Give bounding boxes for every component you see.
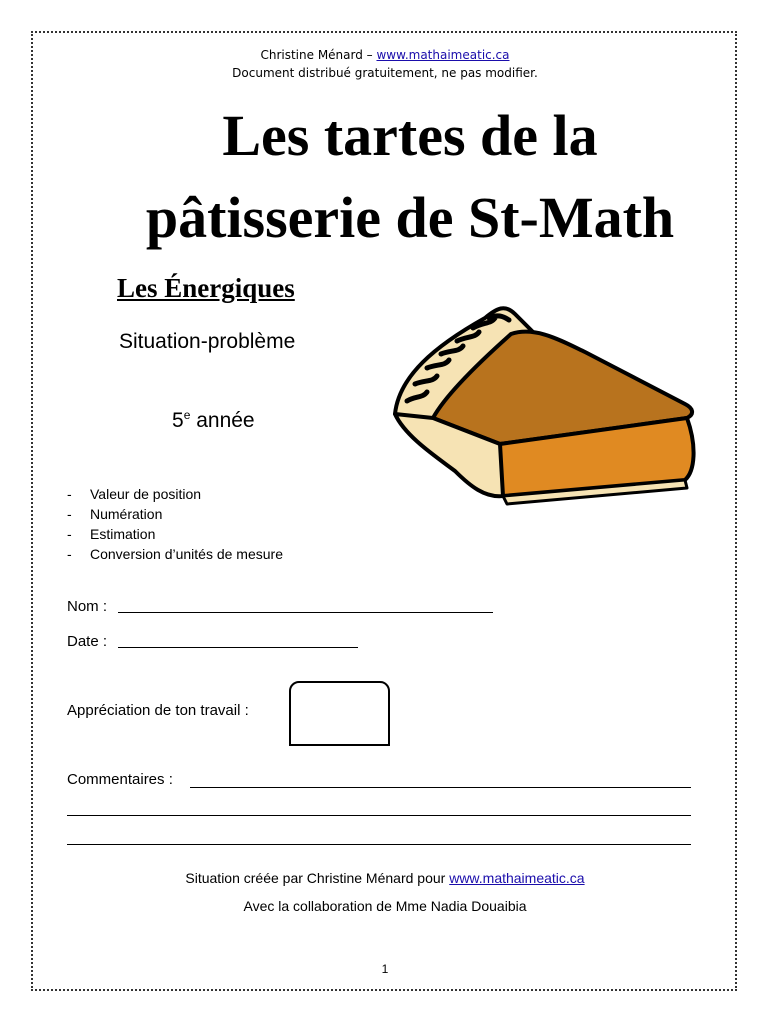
comments-line-3[interactable]	[67, 844, 691, 845]
grade-word: année	[190, 409, 255, 432]
list-item	[67, 484, 283, 504]
date-field[interactable]	[118, 647, 358, 648]
name-field[interactable]	[118, 612, 493, 613]
grade-number: 5	[172, 409, 184, 432]
header-notice: Document distribué gratuitement, ne pas modifier.	[232, 66, 538, 80]
appreciation-label: Appréciation de ton travail :	[67, 702, 249, 719]
name-label: Nom :	[67, 598, 108, 615]
header-author: Christine Ménard –	[260, 48, 377, 62]
list-item	[67, 504, 283, 524]
list-dash: -	[67, 546, 72, 562]
page-number: 1	[381, 962, 389, 976]
appreciation-box[interactable]	[289, 681, 390, 746]
topic-label: Conversion d’unités de mesure	[90, 546, 283, 562]
footer-collaboration: Avec la collaboration de Mme Nadia Douaibia	[243, 898, 527, 914]
document-title-line2: pâtisserie de St-Math	[145, 185, 675, 250]
topic-label: Valeur de position	[90, 486, 202, 502]
list-item	[67, 524, 283, 544]
topic-label: Estimation	[90, 526, 156, 542]
topic-label: Numération	[90, 506, 163, 522]
grade-label	[172, 408, 255, 433]
list-item	[67, 544, 283, 564]
date-label: Date :	[67, 633, 108, 650]
grade-suffix: e	[183, 408, 191, 422]
pie-slice-icon	[385, 296, 705, 506]
comments-line-1[interactable]	[190, 787, 691, 788]
list-dash: -	[67, 526, 72, 542]
footer-credit	[0, 870, 770, 886]
header-author-line	[0, 48, 770, 62]
situation-label: Situation-problème	[119, 330, 296, 353]
footer-website-link[interactable]: www.mathaimeatic.ca	[449, 870, 585, 886]
document-title-line1: Les tartes de la	[222, 103, 598, 168]
list-dash: -	[67, 486, 72, 502]
comments-label: Commentaires :	[67, 771, 173, 788]
document-subtitle: Les Énergiques	[117, 273, 295, 303]
topics-list	[67, 484, 283, 564]
comments-line-2[interactable]	[67, 815, 691, 816]
header-website-link[interactable]: www.mathaimeatic.ca	[376, 48, 510, 62]
list-dash: -	[67, 506, 72, 522]
footer-created-by: Situation créée par Christine Ménard pour	[185, 870, 450, 886]
